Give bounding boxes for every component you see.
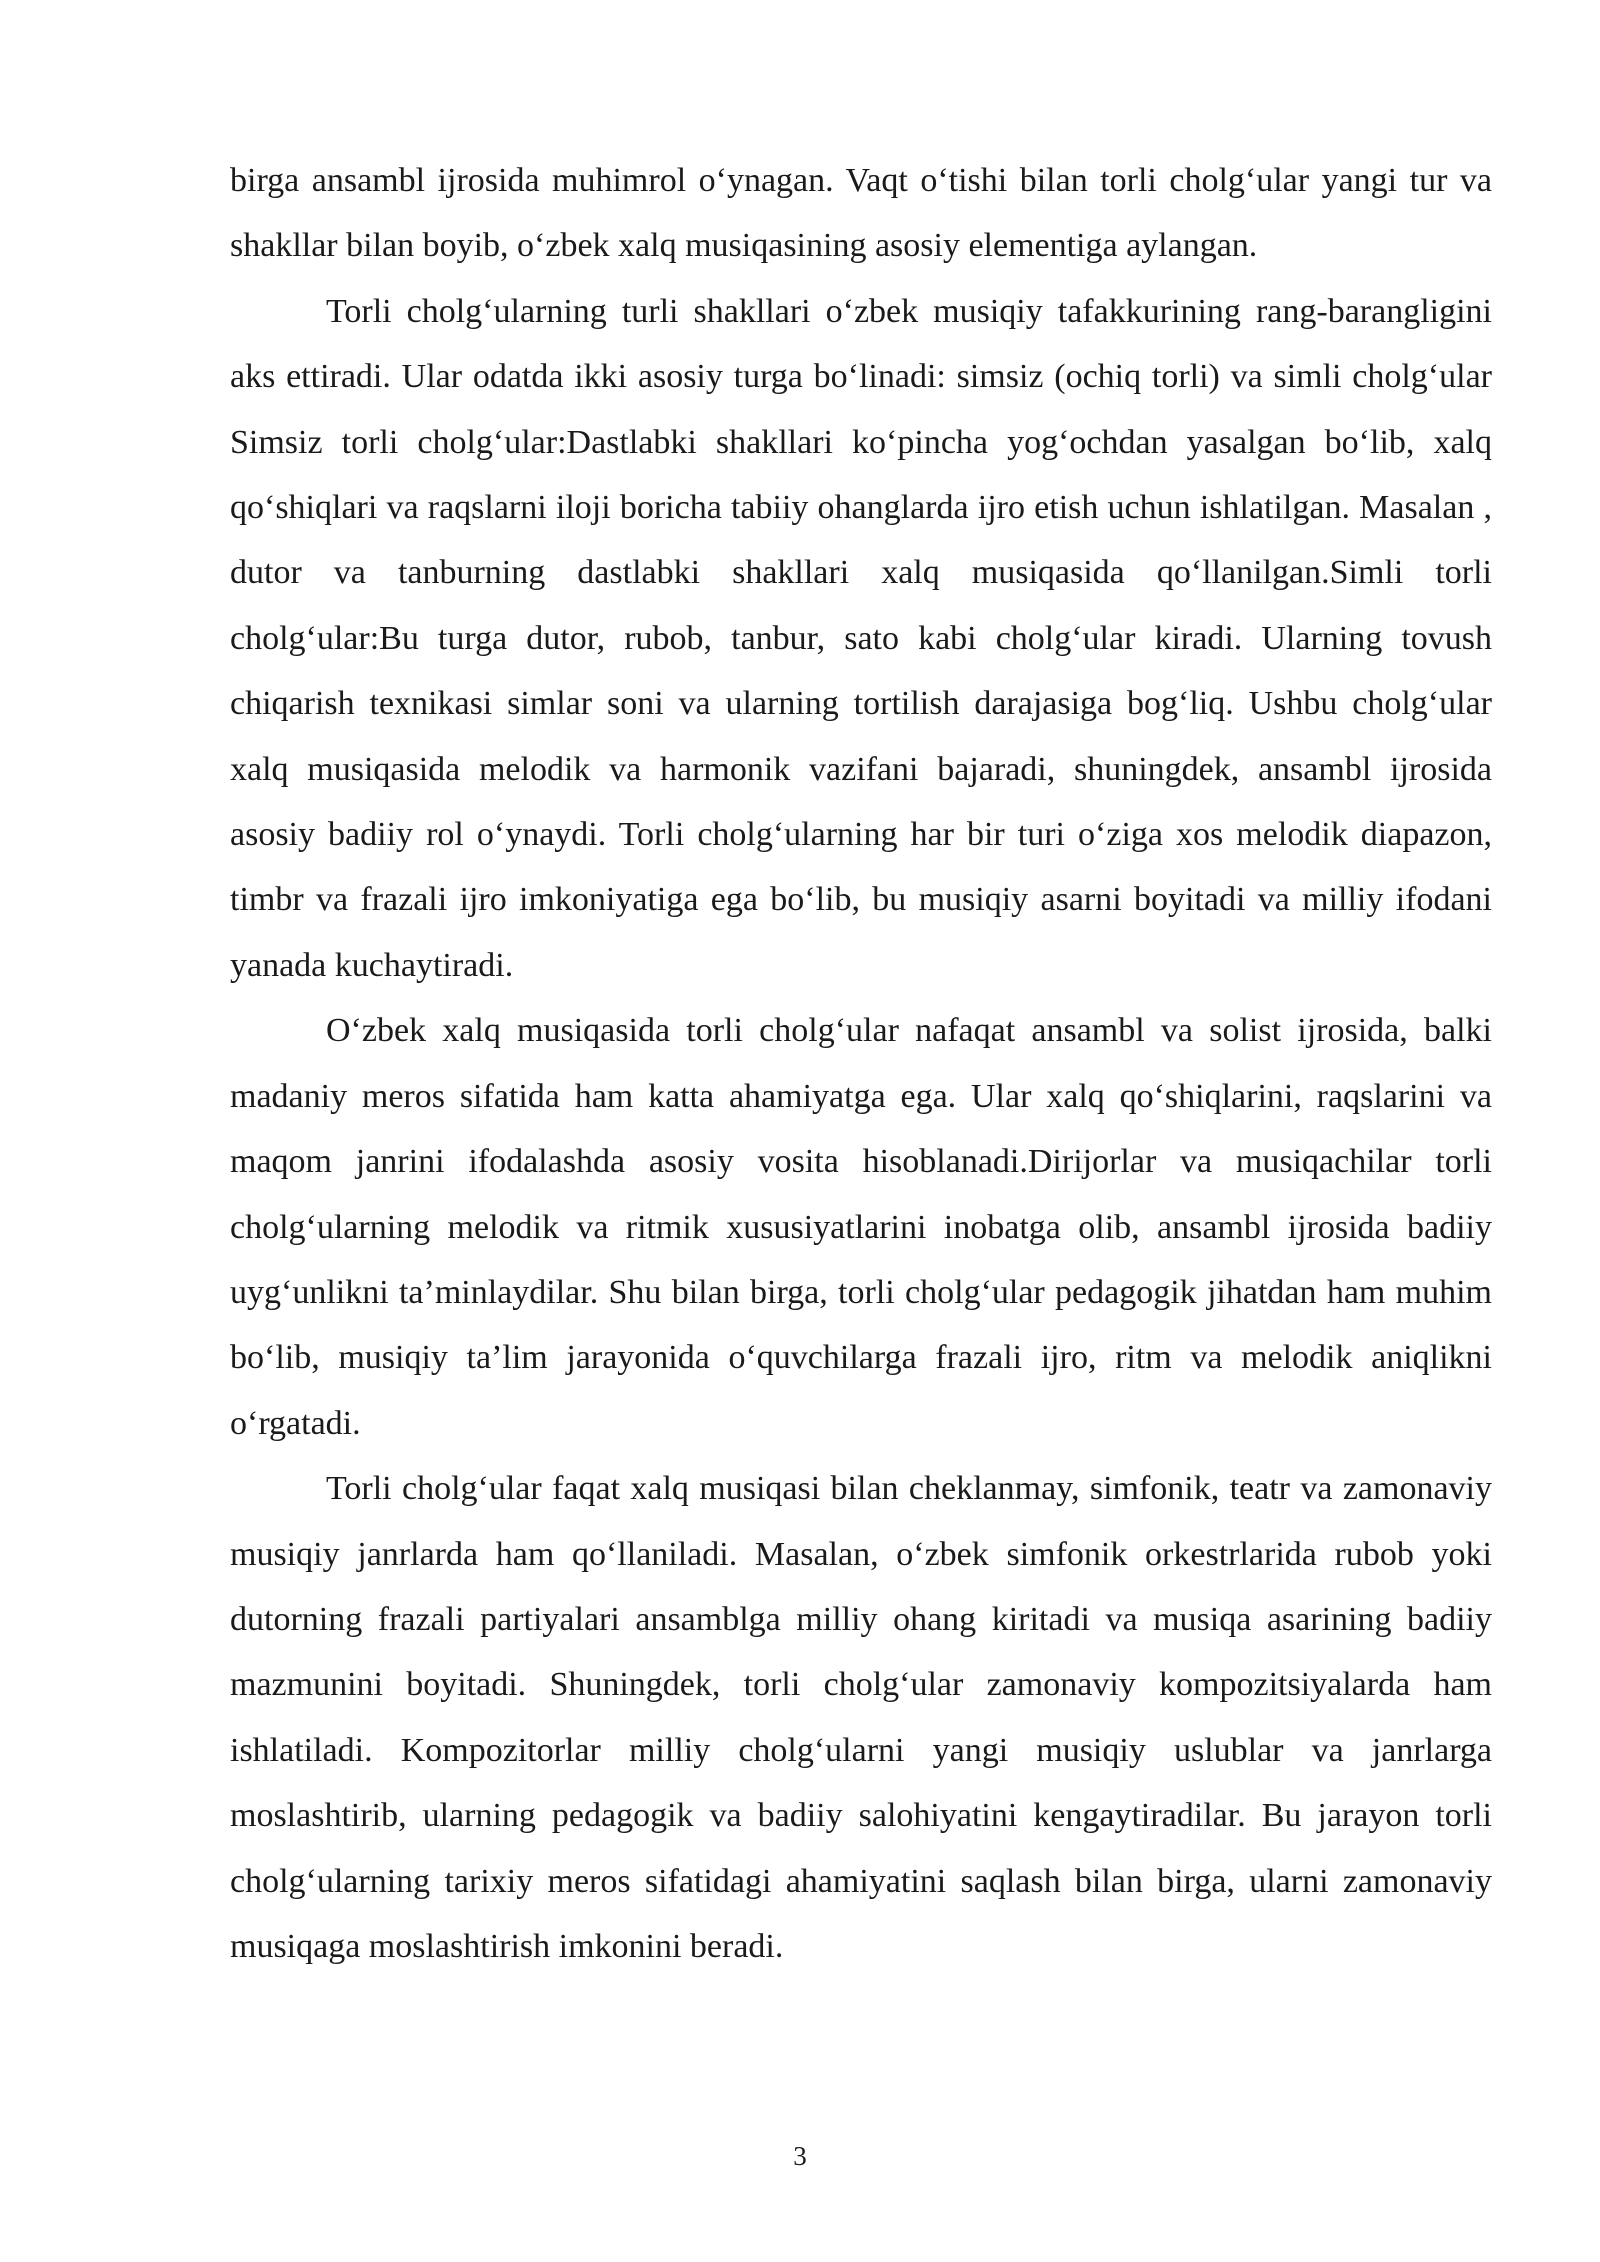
body-paragraph: O‘zbek xalq musiqasida torli cholg‘ular nafaqat ansambl va solist ijrosida, balki madaniy meros sifatida ham katta ahamiyatga ega. Ular xalq qo‘shiqlarini, raqslarini va maqom janrini ifodalashda asosiy vosita hisoblanadi.Dirijorlar va musiqachilar torli cholg‘ularning melodik va ritmik xususiyatlarini inobatga olib, ansambl ijrosida badiiy uyg‘unlikni ta’minlaydilar. Shu bilan birga, torli cholg‘ular pedagogik jihatdan ham muhim bo‘lib, musiqiy ta’lim jarayonida o‘quvchilarga frazali ijro, ritm va melodik aniqlikni o‘rgatadi. (230, 1012, 1492, 1442)
body-paragraph: Torli cholg‘ularning turli shakllari o‘zbek musiqiy tafakkurining rang-barangligini aks ettiradi. Ular odatda ikki asosiy turga bo‘linadi: simsiz (ochiq torli) va simli cholg‘ular Simsiz torli cholg‘ular:Dastlabki shakllari ko‘pincha yog‘ochdan yasalgan bo‘lib, xalq qo‘shiqlari va raqslarni iloji boricha tabiiy ohanglarda ijro etish uchun ishlatilgan. Masalan , dutor va tanburning dastlabki shakllari xalq musiqasida qo‘llanilgan.Simli torli cholg‘ular:Bu turga dutor, rubob, tanbur, sato kabi cholg‘ular kiradi. Ularning tovush chiqarish texnikasi simlar soni va ularning tortilish darajasiga bog‘liq. Ushbu cholg‘ular xalq musiqasida melodik va harmonik vazifani bajaradi, shuningdek, ansambl ijrosida asosiy badiiy rol o‘ynaydi. Torli cholg‘ularning har bir turi o‘ziga xos melodik diapazon, timbr va frazali ijro imkoniyatiga ega bo‘lib, bu musiqiy asarni boyitadi va milliy ifodani yanada kuchaytiradi. (230, 292, 1492, 984)
body-paragraph: birga ansambl ijrosida muhimrol o‘ynagan. Vaqt o‘tishi bilan torli cholg‘ular yangi tur va shakllar bilan boyib, o‘zbek xalq musiqasining asosiy elementiga aylangan. (230, 162, 1492, 265)
body-paragraph: Torli cholg‘ular faqat xalq musiqasi bilan cheklanmay, simfonik, teatr va zamonaviy musiqiy janrlarda ham qo‘llaniladi. Masalan, o‘zbek simfonik orkestrlarida rubob yoki dutorning frazali partiyalari ansamblga milliy ohang kiritadi va musiqa asarining badiiy mazmunini boyitadi. Shuningdek, torli cholg‘ular zamonaviy kompozitsiyalarda ham ishlatiladi. Kompozitorlar milliy cholg‘ularni yangi musiqiy uslublar va janrlarga moslashtirib, ularning pedagogik va badiiy salohiyatini kengaytiradilar. Bu jarayon torli cholg‘ularning tarixiy meros sifatidagi ahamiyatini saqlash bilan birga, ularni zamonaviy musiqaga moslashtirish imkonini beradi. (230, 1470, 1492, 1965)
document-page (230, 148, 1492, 1979)
page-number: 3 (793, 2141, 807, 2171)
